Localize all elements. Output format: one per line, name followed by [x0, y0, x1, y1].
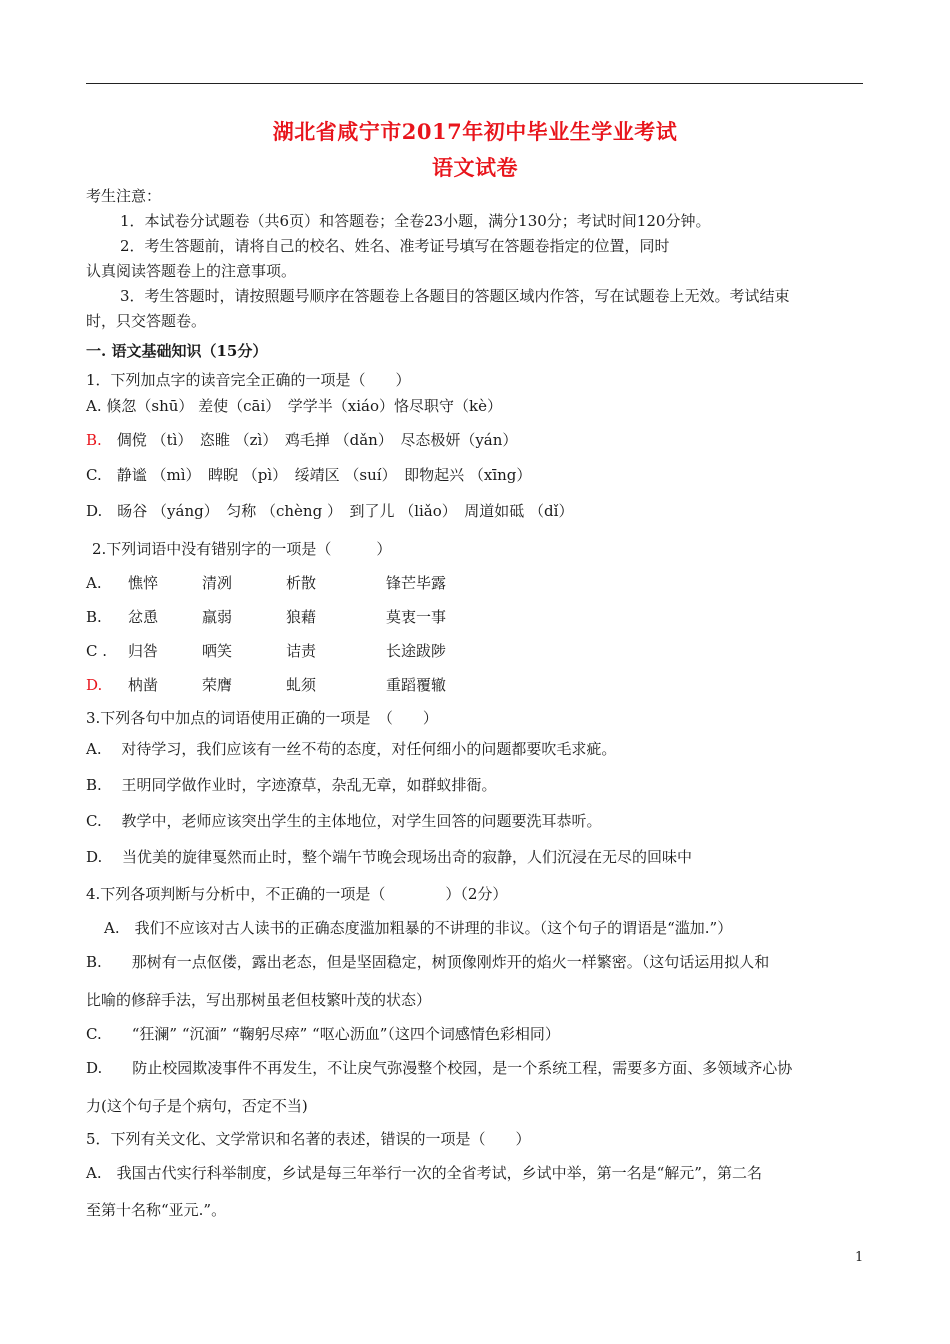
q4-option-c: C. “狂澜” “沉湎” “鞠躬尽瘁” “呕心沥血”（这四个词感情色彩相同） [86, 1025, 560, 1043]
q2-word: 诘责 [286, 642, 317, 660]
q3-option-c: C. 教学中，老师应该突出学生的主体地位，对学生回答的问题要洗耳恭听。 [86, 812, 602, 830]
q4-stem: 4.下列各项判断与分析中，不正确的一项是（ ）（2分） [86, 885, 508, 903]
q5-option-a-line2: 至第十名称“亚元.”。 [86, 1201, 227, 1219]
q4-option-b-line1: B. 那树有一点伛偻，露出老态，但是坚固稳定，树顶像刚炸开的焰火一样繁密。（这句话运用拟人和 [86, 953, 770, 971]
q2-word: 析散 [286, 574, 317, 592]
q2-option-a [86, 573, 446, 593]
q2-option-label: D. [86, 676, 103, 694]
q2-word: 荣膺 [202, 676, 233, 694]
q1-option-c: C. 静谧 （mì） 睥睨 （pì） 绥靖区 （suí） 即物起兴 （xīng） [86, 466, 532, 484]
q2-word: 归咎 [128, 642, 159, 660]
q1-option-d: D. 旸谷 （yáng） 匀称 （chèng ） 到了儿 （liǎo） 周道如砥 （dǐ） [86, 502, 574, 520]
q2-option-b [86, 607, 446, 627]
exam-title: 湖北省咸宁市2017年初中毕业生学业考试 [272, 119, 678, 144]
q3-option-d: D. 当优美的旋律戛然而止时，整个端午节晚会现场出奇的寂静，人们沉浸在无尽的回味中 [86, 848, 693, 866]
exam-subtitle: 语文试卷 [432, 155, 518, 180]
notice-item-2a: 2．考生答题前，请将自己的校名、姓名、准考证号填写在答题卷指定的位置，同时 [120, 237, 670, 255]
q3-stem: 3.下列各句中加点的词语使用正确的一项是 （ ） [86, 709, 438, 727]
notice-item-3b: 时，只交答题卷。 [86, 312, 207, 330]
notice-item-2b: 认真阅读答题卷上的注意事项。 [86, 262, 297, 280]
q5-option-a-line1: A. 我国古代实行科举制度，乡试是每三年举行一次的全省考试，乡试中举，第一名是“解元”，第二名 [86, 1164, 762, 1182]
q2-option-label: C . [86, 642, 108, 660]
q2-word: 羸弱 [202, 608, 233, 626]
q1-option-b-label: B. [86, 431, 102, 449]
q4-option-b-line2: 比喻的修辞手法，写出那树虽老但枝繁叶茂的状态） [86, 991, 432, 1009]
q5-stem: 5．下列有关文化、文学常识和名著的表述，错误的一项是（ ） [86, 1130, 531, 1148]
q2-word: 清冽 [202, 574, 233, 592]
q2-word: 长途跋陟 [386, 642, 447, 660]
q2-word: 憔悴 [128, 574, 159, 592]
q3-option-a: A. 对待学习，我们应该有一丝不苟的态度，对任何细小的问题都要吹毛求疵。 [86, 740, 617, 758]
q2-option-label: A. [86, 574, 102, 592]
q2-word: 哂笑 [202, 642, 233, 660]
section-heading-1: 一. 语文基础知识（15分） [86, 342, 268, 360]
q1-stem: 1．下列加点字的读音完全正确的一项是（ ） [86, 371, 411, 389]
q2-word: 忿恿 [128, 608, 159, 626]
q2-option-c [86, 641, 446, 661]
q2-word: 虬须 [286, 676, 317, 694]
q1-option-a: A. 倏忽（shū） 差使（cāi） 学学半（xiáo）恪尽职守（kè） [86, 397, 502, 415]
q4-option-a: A. 我们不应该对古人读书的正确态度滥加粗暴的不讲理的非议。（这个句子的谓语是“滥加.”） [104, 919, 733, 937]
q1-option-b [86, 430, 517, 450]
q2-word: 重蹈覆辙 [386, 676, 447, 694]
notice-item-3a: 3．考生答题时，请按照题号顺序在答题卷上各题目的答题区域内作答，写在试题卷上无效。考试结束 [120, 287, 790, 305]
notice-item-1: 1．本试卷分试题卷（共6页）和答题卷；全卷23小题，满分130分；考试时间120分钟。 [120, 212, 711, 230]
q2-option-d [86, 675, 446, 695]
q2-word: 莫衷一事 [386, 608, 447, 626]
q2-word: 狼藉 [286, 608, 317, 626]
q2-option-label: B. [86, 608, 102, 626]
page-number: 1 [855, 1250, 864, 1265]
q2-word: 枘凿 [128, 676, 159, 694]
q2-stem: 2.下列词语中没有错别字的一项是（ ） [92, 540, 392, 558]
q2-word: 锋芒毕露 [386, 574, 447, 592]
header-rule [86, 83, 863, 84]
q1-option-b-text: 倜傥 （tì） 恣睢 （zì） 鸡毛掸 （dǎn） 尽态极妍（yán） [101, 431, 518, 449]
notice-heading: 考生注意： [86, 187, 162, 205]
q3-option-b: B. 王明同学做作业时，字迹潦草，杂乱无章，如群蚁排衙。 [86, 776, 497, 794]
q4-option-d-line1: D. 防止校园欺凌事件不再发生，不让戾气弥漫整个校园，是一个系统工程，需要多方面、多领域齐心协 [86, 1059, 793, 1077]
q4-option-d-line2: 力(这个句子是个病句，否定不当) [86, 1097, 308, 1115]
